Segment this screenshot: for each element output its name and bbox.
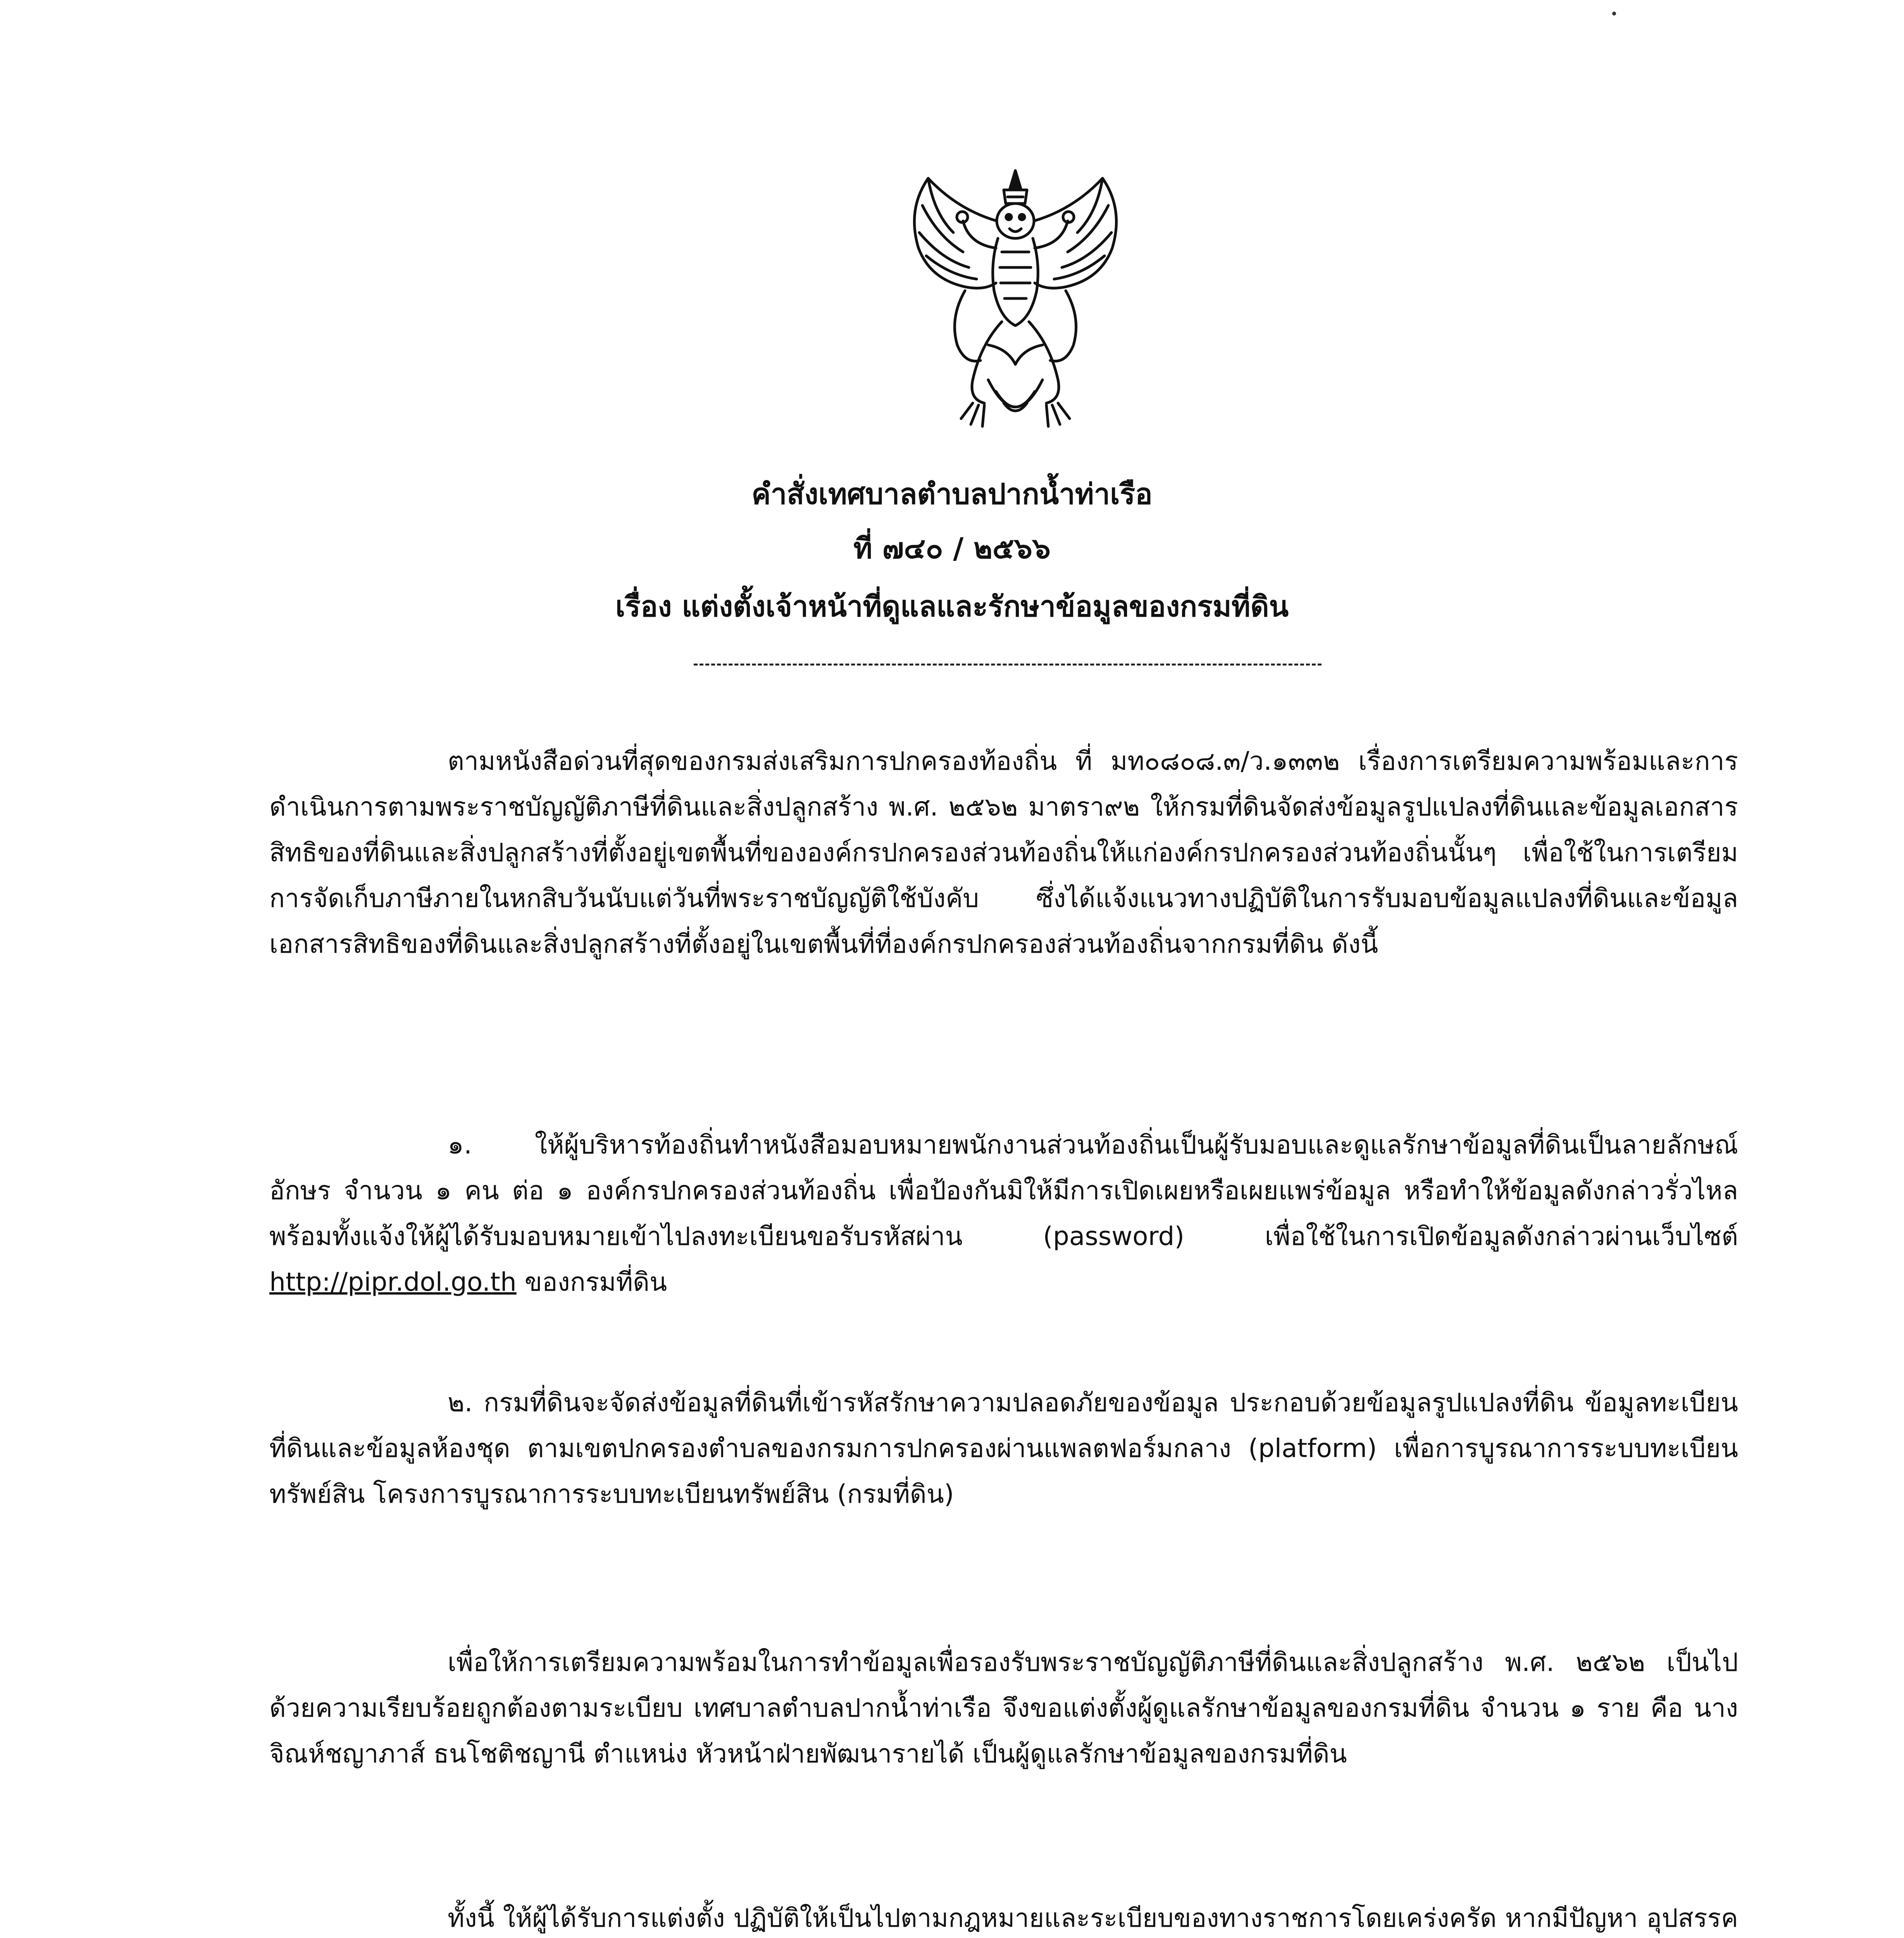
paragraph-item-1 [269, 1122, 1738, 1305]
order-subject: เรื่อง แต่งตั้งเจ้าหน้าที่ดูแลและรักษาข้อมูลของกรมที่ดิน [615, 590, 1289, 623]
garuda-emblem-icon [891, 163, 1139, 442]
paragraph-appointment: เพื่อให้การเตรียมความพร้อมในการทำข้อมูลเพื่อรองรับพระราชบัญญัติภาษีที่ดินและสิ่งปลูกสร้าง พ.ศ. ๒๕๖๒ เป็นไปด้วยความเรียบร้อยถูกต้องตามระเบียบ เทศบาลตำบลปากน้ำท่าเรือ จึงขอแต่งตั้งผู้ดูแลรักษาข้อมูลของกรมที่ดิน จำนวน ๑ ราย คือ นางจิณห์ชญาภาส์ ธนโชติชญานี ตำแหน่ง หัวหน้าฝ่ายพัฒนารายได้ เป็นผู้ดูแลรักษาข้อมูลของกรมที่ดิน [269, 1647, 1738, 1769]
paragraph-item-1-text: ๑. ให้ผู้บริหารท้องถิ่นทำหนังสือมอบหมายพนักงานส่วนท้องถิ่นเป็นผู้รับมอบและดูแลรักษาข้อมูลที่ดินเป็นลายลักษณ์อักษร จำนวน ๑ คน ต่อ ๑ องค์กรปกครองส่วนท้องถิ่น เพื่อป้องกันมิให้มีการเปิดเผยหรือเผยแพร่ข้อมูล หรือทำให้ข้อมูลดังกล่าวรั่วไหล พร้อมทั้งแจ้งให้ผู้ได้รับมอบหมายเข้าไปลงทะเบียนขอรับรหัสผ่าน (password) เพื่อใช้ในการเปิดข้อมูลดังกล่าวผ่านเว็บไซต์ [269, 1130, 1738, 1251]
order-number: ที่ ๗๔๐ / ๒๕๖๖ [853, 532, 1051, 565]
website-link[interactable]: http://pipr.dol.go.th [269, 1267, 517, 1297]
order-title: คำสั่งเทศบาลตำบลปากน้ำท่าเรือ [751, 478, 1153, 511]
paragraph-compliance: ทั้งนี้ ให้ผู้ได้รับการแต่งตั้ง ปฏิบัติให้เป็นไปตามกฎหมายและระเบียบของทางราชการโดยเคร่งครัด หากมีปัญหา อุปสรรค [448, 1903, 1738, 1933]
header-divider [694, 664, 1322, 666]
scan-speck [1612, 12, 1616, 16]
paragraph-item-2: ๒. กรมที่ดินจะจัดส่งข้อมูลที่ดินที่เข้ารหัสรักษาความปลอดภัยของข้อมูล ประกอบด้วยข้อมูลรูปแปลงที่ดิน ข้อมูลทะเบียนที่ดินและข้อมูลห้องชุด ตามเขตปกครองตำบลของกรมการปกครองผ่านแพลตฟอร์มกลาง (platform) เพื่อการบูรณาการระบบทะเบียนทรัพย์สิน โครงการบูรณาการระบบทะเบียนทรัพย์สิน (กรมที่ดิน) [269, 1388, 1738, 1509]
paragraph-item-1-tail: ของกรมที่ดิน [516, 1267, 667, 1297]
paragraph-background: ตามหนังสือด่วนที่สุดของกรมส่งเสริมการปกครองท้องถิ่น ที่ มท๐๘๐๘.๓/ว.๑๓๓๒ เรื่องการเตรียมความพร้อมและการดำเนินการตามพระราชบัญญัติภาษีที่ดินและสิ่งปลูกสร้าง พ.ศ. ๒๕๖๒ มาตรา๙๒ ให้กรมที่ดินจัดส่งข้อมูลรูปแปลงที่ดินและข้อมูลเอกสารสิทธิของที่ดินและสิ่งปลูกสร้างที่ตั้งอยู่เขตพื้นที่ขององค์กรปกครองส่วนท้องถิ่นให้แก่องค์กรปกครองส่วนท้องถิ่นนั้นๆ เพื่อใช้ในการเตรียมการจัดเก็บภาษีภายในหกสิบวันนับแต่วันที่พระราชบัญญัติใช้บังคับ ซึ่งได้แจ้งแนวทางปฏิบัติในการรับมอบข้อมูลแปลงที่ดินและข้อมูลเอกสารสิทธิของที่ดินและสิ่งปลูกสร้างที่ตั้งอยู่ในเขตพื้นที่ที่องค์กรปกครองส่วนท้องถิ่นจากกรมที่ดิน ดังนี้ [269, 746, 1738, 959]
